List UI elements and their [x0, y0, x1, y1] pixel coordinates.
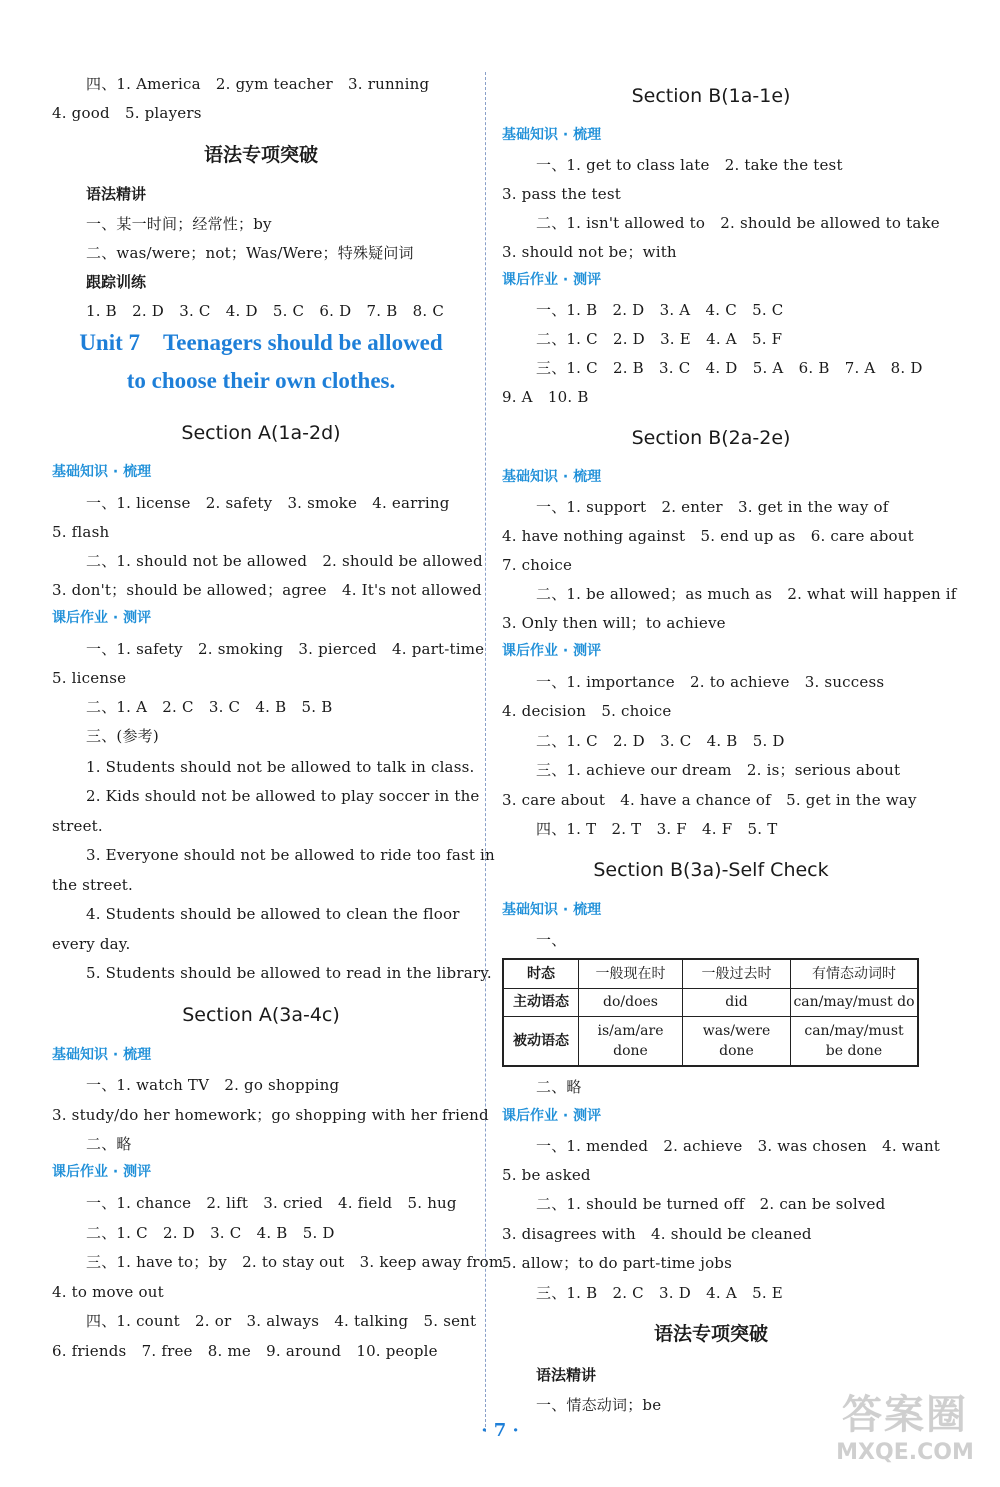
homework-tag: 课后作业 · 测评	[52, 1164, 152, 1180]
section-heading: Section B(2a-2e)	[631, 427, 791, 449]
answer-line: 4. decision 5. choice	[502, 702, 672, 720]
section-heading: Section A(3a-4c)	[182, 1004, 340, 1026]
answer-line: 一、1. mended 2. achieve 3. was chosen 4. want	[536, 1137, 941, 1155]
answer-line: 5. Students should be allowed to read in the library.	[86, 964, 492, 982]
answer-line: 一、1. license 2. safety 3. smoke 4. earring	[86, 494, 450, 512]
answer-line: 3. Only then will；to achieve	[502, 614, 726, 632]
answer-line: 5. allow；to do part-time jobs	[502, 1254, 733, 1272]
table-header-cell: 一般现在时	[579, 959, 683, 988]
answer-line: 四、1. count 2. or 3. always 4. talking 5. sent	[86, 1312, 477, 1330]
homework-tag: 课后作业 · 测评	[52, 610, 152, 626]
answer-line: 5. be asked	[502, 1166, 591, 1184]
grammar-heading: 语法专项突破	[653, 1323, 768, 1345]
answer-line: 二、was/were；not；Was/Were；特殊疑问词	[86, 244, 414, 262]
answer-line: 一、某一时间；经常性；by	[86, 215, 272, 233]
answer-line: 三、1. C 2. B 3. C 4. D 5. A 6. B 7. A 8. D	[536, 359, 923, 377]
answer-line: 5. license	[52, 669, 127, 687]
answer-line: 1. Students should not be allowed to talk in class.	[86, 758, 475, 776]
table-header-cell: 一般过去时	[683, 959, 791, 988]
answer-line: street.	[52, 817, 103, 835]
answer-line: 三、1. B 2. C 3. D 4. A 5. E	[536, 1284, 783, 1302]
answer-line: the street.	[52, 876, 133, 894]
answer-line: 一、1. chance 2. lift 3. cried 4. field 5. hug	[86, 1194, 457, 1212]
unit-title-line2: to choose their own clothes.	[126, 368, 396, 393]
answer-line: 3. study/do her homework；go shopping with her friend	[52, 1106, 489, 1124]
answer-line: 一、1. watch TV 2. go shopping	[86, 1076, 340, 1094]
answer-line: 3. pass the test	[502, 185, 621, 203]
table-cell-line: be done	[825, 1042, 883, 1059]
answer-line: 二、1. C 2. D 3. C 4. B 5. D	[86, 1224, 335, 1242]
homework-tag: 课后作业 · 测评	[502, 1108, 602, 1124]
answer-line: 二、1. be allowed；as much as 2. what will happen if	[536, 585, 957, 603]
answer-line: 4. to move out	[52, 1283, 164, 1301]
basic-knowledge-tag: 基础知识 · 梳理	[502, 469, 602, 485]
answer-line: 二、1. C 2. D 3. E 4. A 5. F	[536, 330, 783, 348]
answer-line: 二、1. C 2. D 3. C 4. B 5. D	[536, 732, 785, 750]
watermark-line1: 答案圈	[842, 1392, 968, 1438]
watermark-logo	[820, 1390, 990, 1466]
answer-line: 9. A 10. B	[502, 388, 589, 406]
answer-line: 2. Kids should not be allowed to play soccer in the	[86, 787, 480, 805]
table-cell: did	[683, 988, 791, 1016]
table-row-label: 主动语态	[503, 988, 579, 1016]
answer-line: 四、1. America 2. gym teacher 3. running	[86, 75, 430, 93]
section-heading: Section B(3a)-Self Check	[593, 859, 829, 881]
unit-title-line1: Unit 7 Teenagers should be allowed	[79, 330, 443, 355]
answer-line: 4. Students should be allowed to clean the floor	[86, 905, 460, 923]
answer-line: 二、略	[536, 1078, 582, 1096]
answer-line: 6. friends 7. free 8. me 9. around 10. people	[52, 1342, 438, 1360]
answer-line: 二、1. isn't allowed to 2. should be allowed to take	[536, 214, 940, 232]
answer-line: 3. care about 4. have a chance of 5. get in the way	[502, 791, 917, 809]
table-cell: is/am/are done	[579, 1016, 683, 1066]
table-cell: was/were done	[683, 1016, 791, 1066]
answer-line: 一、1. safety 2. smoking 3. pierced 4. part-time	[86, 640, 485, 658]
answer-line: 4. have nothing against 5. end up as 6. care about	[502, 527, 914, 545]
homework-tag: 课后作业 · 测评	[502, 643, 602, 659]
table-row-label: 被动语态	[503, 1016, 579, 1066]
answer-line: 1. B 2. D 3. C 4. D 5. C 6. D 7. B 8. C	[86, 302, 444, 320]
answer-line: 3. disagrees with 4. should be cleaned	[502, 1225, 812, 1243]
section-heading: Section B(1a-1e)	[631, 85, 791, 107]
answer-line: 3. don't；should be allowed；agree 4. It's not allowed	[52, 581, 482, 599]
table-header-cell: 有情态动词时	[791, 959, 919, 988]
answer-line: 一、1. get to class late 2. take the test	[536, 156, 843, 174]
basic-knowledge-tag: 基础知识 · 梳理	[502, 902, 602, 918]
answer-line: 二、1. should be turned off 2. can be solved	[536, 1195, 886, 1213]
answer-line: 3. should not be；with	[502, 243, 677, 261]
answer-line: every day.	[52, 935, 131, 953]
basic-knowledge-tag: 基础知识 · 梳理	[502, 127, 602, 143]
answer-line: 三、(参考)	[86, 727, 159, 745]
section-heading: Section A(1a-2d)	[181, 422, 341, 444]
table-cell: can/may/must do	[791, 988, 919, 1016]
table-cell	[791, 1016, 919, 1066]
grammar-subheading: 语法精讲	[86, 185, 147, 203]
answer-line: 三、1. achieve our dream 2. is；serious about	[536, 761, 901, 779]
table-header-cell: 时态	[503, 959, 579, 988]
answer-line: 一、1. importance 2. to achieve 3. success	[536, 673, 885, 691]
practice-subheading: 跟踪训练	[86, 273, 147, 291]
grammar-subheading: 语法精讲	[536, 1366, 597, 1384]
answer-line: 5. flash	[52, 523, 110, 541]
basic-knowledge-tag: 基础知识 · 梳理	[52, 464, 152, 480]
answer-line: 一、1. support 2. enter 3. get in the way of	[536, 498, 889, 516]
grammar-heading: 语法专项突破	[203, 144, 318, 166]
answer-line: 三、1. have to；by 2. to stay out 3. keep away from	[86, 1253, 504, 1271]
basic-knowledge-tag: 基础知识 · 梳理	[52, 1047, 152, 1063]
watermark-line2: MXQE.COM	[836, 1440, 974, 1465]
answer-line: 一、1. B 2. D 3. A 4. C 5. C	[536, 301, 784, 319]
answer-line: 二、1. should not be allowed 2. should be allowed	[86, 552, 483, 570]
answer-line: 7. choice	[502, 556, 573, 574]
answer-line: 二、略	[86, 1135, 132, 1153]
answer-line: 4. good 5. players	[52, 104, 202, 122]
grammar-table	[502, 958, 919, 1067]
column-divider	[485, 72, 486, 1432]
answer-line: 二、1. A 2. C 3. C 4. B 5. B	[86, 698, 333, 716]
homework-tag: 课后作业 · 测评	[502, 272, 602, 288]
table-cell-line: can/may/must	[804, 1022, 904, 1039]
answer-line: 四、1. T 2. T 3. F 4. F 5. T	[536, 820, 778, 838]
page-number: · 7 ·	[481, 1420, 519, 1441]
answer-line: 一、情态动词；be	[536, 1396, 662, 1414]
answer-line: 一、	[536, 931, 567, 949]
answer-line: 3. Everyone should not be allowed to ride too fast in	[86, 846, 495, 864]
table-cell: do/does	[579, 988, 683, 1016]
